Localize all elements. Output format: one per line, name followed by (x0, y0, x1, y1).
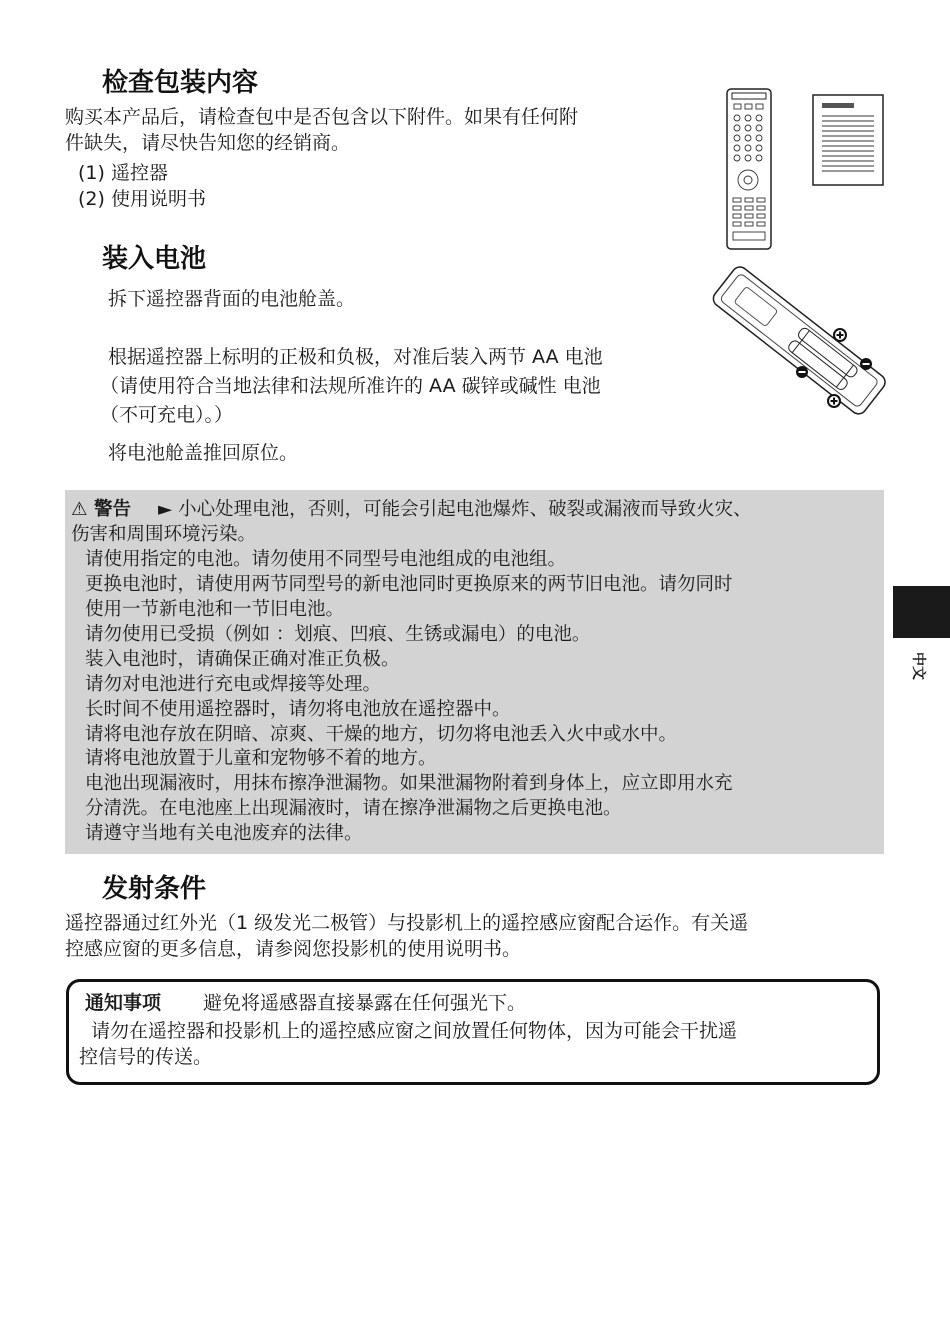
notice-line-3: 控信号的传送。 (79, 1046, 213, 1068)
warning-line-3: 请使用指定的电池。请勿使用不同型号电池组成的电池组。 (85, 549, 567, 570)
warning-line-1: ► 小心处理电池，否则，可能会引起电池爆炸、破裂或漏液而导致火灾、 (158, 499, 752, 520)
warning-line-5: 使用一节新电池和一节旧电池。 (85, 599, 345, 620)
warning-line-12: 电池出现漏液时，用抹布擦净泄漏物。如果泄漏物附着到身体上，应立即用水充 (85, 773, 733, 794)
language-tab-label: 中文 (910, 652, 926, 680)
plus-icon (828, 395, 840, 407)
notice-box (66, 979, 880, 1085)
warning-line-14: 请遵守当地有关电池废弃的法律。 (85, 823, 363, 844)
section-title-package-contents: 检查包装内容 (102, 68, 259, 98)
plus-icon (834, 329, 846, 341)
warning-line-7: 装入电池时，请确保正确对准正负极。 (85, 649, 400, 670)
section-title-install-batteries: 装入电池 (102, 244, 207, 274)
package-intro-line-2: 件缺失，请尽快告知您的经销商。 (65, 132, 351, 154)
battery-step-2-line-2: （请使用符合当地法律和法规所准许的 AA 碳锌或碱性 电池 (100, 375, 601, 397)
warning-line-8: 请勿对电池进行充电或焊接等处理。 (85, 674, 382, 695)
minus-icon (860, 358, 872, 370)
warning-label: ⚠ 警告 (71, 499, 132, 520)
warning-line-13: 分清洗。在电池座上出现漏液时，请在擦净泄漏物之后更换电池。 (85, 798, 622, 819)
warning-line-10: 请将电池存放在阴暗、凉爽、干燥的地方，切勿将电池丢入火中或水中。 (85, 724, 678, 745)
notice-label: 通知事项 (85, 992, 162, 1014)
battery-step-2-line-1: 根据遥控器上标明的正极和负极，对准后装入两节 AA 电池 (108, 346, 603, 368)
battery-step-2-line-3: （不可充电）。） (100, 404, 234, 426)
section-title-operating-conditions: 发射条件 (102, 874, 207, 904)
warning-line-11: 请将电池放置于儿童和宠物够不着的地方。 (85, 748, 437, 769)
remote-control-illustration (726, 88, 772, 250)
package-intro-line-1: 购买本产品后，请检查包中是否包含以下附件。如果有任何附 (65, 106, 579, 128)
manual-illustration (812, 94, 884, 186)
language-tab-marker (893, 586, 950, 638)
battery-step-1: 拆下遥控器背面的电池舱盖。 (108, 288, 356, 310)
warning-line-4: 更换电池时，请使用两节同型号的新电池同时更换原来的两节旧电池。请勿同时 (85, 574, 733, 595)
package-item-remote: (1) 遥控器 (78, 162, 168, 184)
minus-icon (796, 366, 808, 378)
notice-line-1: 避免将遥感器直接暴露在任何强光下。 (203, 992, 527, 1014)
warning-line-6: 请勿使用已受损（例如 ：划痕、凹痕、生锈或漏电）的电池。 (85, 624, 591, 645)
warning-line-2: 伤害和周围环境污染。 (71, 524, 257, 545)
battery-step-3: 将电池舱盖推回原位。 (108, 442, 299, 464)
operating-conditions-line-1: 遥控器通过红外光（1 级发光二极管）与投影机上的遥控感应窗配合运作。有关遥 (65, 912, 749, 934)
warning-box (65, 490, 884, 854)
battery-compartment-illustration (708, 262, 888, 424)
package-item-manual: (2) 使用说明书 (78, 188, 206, 210)
notice-line-2: 请勿在遥控器和投影机上的遥控感应窗之间放置任何物体，因为可能会干扰遥 (91, 1020, 738, 1042)
warning-line-9: 长时间不使用遥控器时，请勿将电池放在遥控器中。 (85, 699, 511, 720)
operating-conditions-line-2: 控感应窗的更多信息，请参阅您投影机的使用说明书。 (65, 938, 522, 960)
